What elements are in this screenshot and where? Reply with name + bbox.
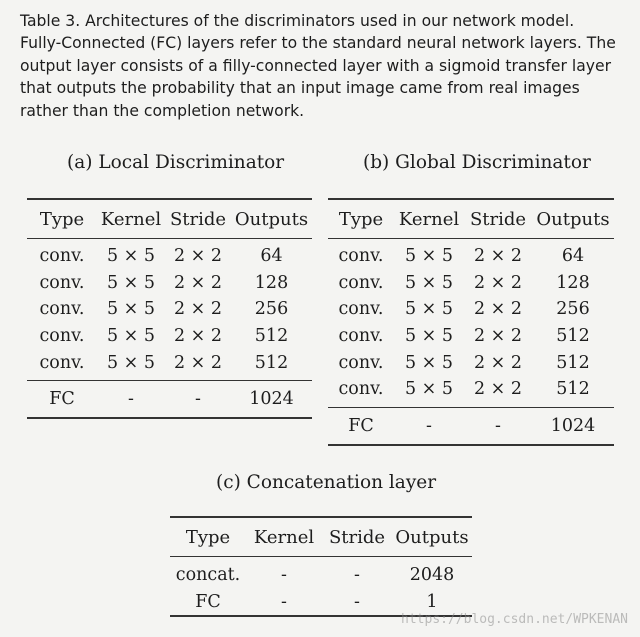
header-type: Type: [338, 208, 384, 230]
cell-kernel: 5 × 5: [106, 246, 156, 267]
header-type: Type: [39, 208, 85, 230]
local-discriminator-title: (a) Local Discriminator: [67, 152, 285, 173]
header-outputs: Outputs: [536, 208, 610, 230]
cell-kernel: 5 × 5: [404, 379, 454, 400]
cell-type: conv.: [338, 352, 384, 373]
cell-stride: 2 × 2: [473, 246, 523, 267]
cell-outputs: 512: [556, 352, 590, 373]
cell-stride: 2 × 2: [473, 379, 523, 400]
cell-type: conv.: [338, 246, 384, 267]
cell-kernel: 5 × 5: [404, 326, 454, 347]
local-discriminator-table: [27, 198, 312, 419]
cell-outputs: 256: [556, 299, 590, 320]
header-stride: Stride: [328, 526, 386, 548]
header-kernel: Kernel: [398, 208, 460, 230]
cell-type: conv.: [338, 299, 384, 320]
cell-stride: -: [495, 415, 501, 436]
cell-type: conv.: [39, 326, 85, 347]
table-row: [328, 239, 614, 270]
cell-outputs: 1: [426, 591, 438, 612]
cell-kernel: 5 × 5: [404, 246, 454, 267]
cell-stride: 2 × 2: [173, 246, 223, 267]
cell-outputs: 64: [561, 246, 585, 267]
cell-stride: -: [354, 591, 360, 612]
cell-type: FC: [348, 415, 374, 436]
cell-outputs: 512: [556, 326, 590, 347]
header-kernel: Kernel: [100, 208, 162, 230]
cell-kernel: 5 × 5: [106, 299, 156, 320]
cell-stride: -: [354, 564, 360, 585]
header-row: [27, 199, 312, 239]
cell-outputs: 2048: [409, 564, 455, 585]
caption-line: Table 3. Architectures of the discriminators used in our network model.: [20, 12, 575, 30]
header-type: Type: [185, 526, 231, 548]
table-row: [328, 270, 614, 297]
cell-kernel: 5 × 5: [106, 352, 156, 373]
cell-type: conv.: [39, 246, 85, 267]
cell-stride: 2 × 2: [473, 352, 523, 373]
cell-type: FC: [195, 591, 221, 612]
cell-stride: 2 × 2: [173, 299, 223, 320]
table-caption: [20, 10, 632, 122]
cell-type: conv.: [39, 352, 85, 373]
header-stride: Stride: [469, 208, 527, 230]
cell-outputs: 1024: [550, 415, 596, 436]
cell-outputs: 256: [254, 299, 289, 320]
cell-outputs: 64: [260, 246, 283, 267]
cell-kernel: 5 × 5: [404, 272, 454, 293]
watermark: https://blog.csdn.net/WPKENAN: [401, 612, 628, 627]
cell-kernel: -: [128, 388, 134, 409]
cell-type: conv.: [39, 272, 85, 293]
table-row: [27, 349, 312, 380]
cell-stride: 2 × 2: [173, 352, 223, 373]
cell-kernel: -: [426, 415, 432, 436]
caption-line: output layer consists of a filly-connected layer with a sigmoid transfer layer: [20, 56, 611, 75]
cell-kernel: -: [281, 564, 287, 585]
cell-type: FC: [49, 388, 75, 409]
global-discriminator-table: [328, 198, 614, 446]
table-row: [27, 239, 312, 270]
header-outputs: Outputs: [234, 208, 309, 230]
header-stride: Stride: [169, 208, 227, 230]
cell-outputs: 512: [556, 379, 590, 400]
cell-stride: 2 × 2: [473, 299, 523, 320]
header-kernel: Kernel: [253, 526, 315, 548]
cell-type: concat.: [175, 564, 241, 585]
cell-kernel: 5 × 5: [106, 272, 156, 293]
cell-outputs: 128: [254, 272, 289, 293]
cell-kernel: -: [281, 591, 287, 612]
fc-row: [27, 380, 312, 418]
table-row: [170, 557, 472, 589]
table-row: [328, 296, 614, 323]
cell-outputs: 128: [556, 272, 590, 293]
cell-kernel: 5 × 5: [106, 326, 156, 347]
global-discriminator-title: (b) Global Discriminator: [363, 152, 591, 173]
fc-row: [328, 407, 614, 445]
table-row: [27, 270, 312, 297]
cell-type: conv.: [338, 272, 384, 293]
table-row: [27, 323, 312, 350]
cell-type: conv.: [39, 299, 85, 320]
header-outputs: Outputs: [395, 526, 469, 548]
cell-kernel: 5 × 5: [404, 352, 454, 373]
cell-outputs: 512: [254, 326, 289, 347]
table-row: [27, 296, 312, 323]
concatenation-layer-table: [170, 516, 472, 617]
cell-stride: 2 × 2: [473, 326, 523, 347]
header-row: [328, 199, 614, 239]
caption-line: Fully-Connected (FC) layers refer to the standard neural network layers. The: [20, 34, 616, 53]
table-row: [328, 323, 614, 350]
caption-line: that outputs the probability that an input image came from real images: [20, 79, 580, 98]
cell-type: conv.: [338, 326, 384, 347]
cell-type: conv.: [338, 379, 384, 400]
table-row: [328, 376, 614, 407]
cell-stride: 2 × 2: [173, 326, 223, 347]
cell-stride: -: [195, 388, 201, 409]
header-row: [170, 517, 472, 557]
concatenation-layer-title: (c) Concatenation layer: [216, 472, 437, 493]
cell-kernel: 5 × 5: [404, 299, 454, 320]
cell-outputs: 512: [254, 352, 289, 373]
cell-stride: 2 × 2: [473, 272, 523, 293]
cell-outputs: 1024: [249, 388, 294, 409]
caption-line: rather than the completion network.: [20, 101, 305, 120]
cell-stride: 2 × 2: [173, 272, 223, 293]
table-row: [328, 349, 614, 376]
